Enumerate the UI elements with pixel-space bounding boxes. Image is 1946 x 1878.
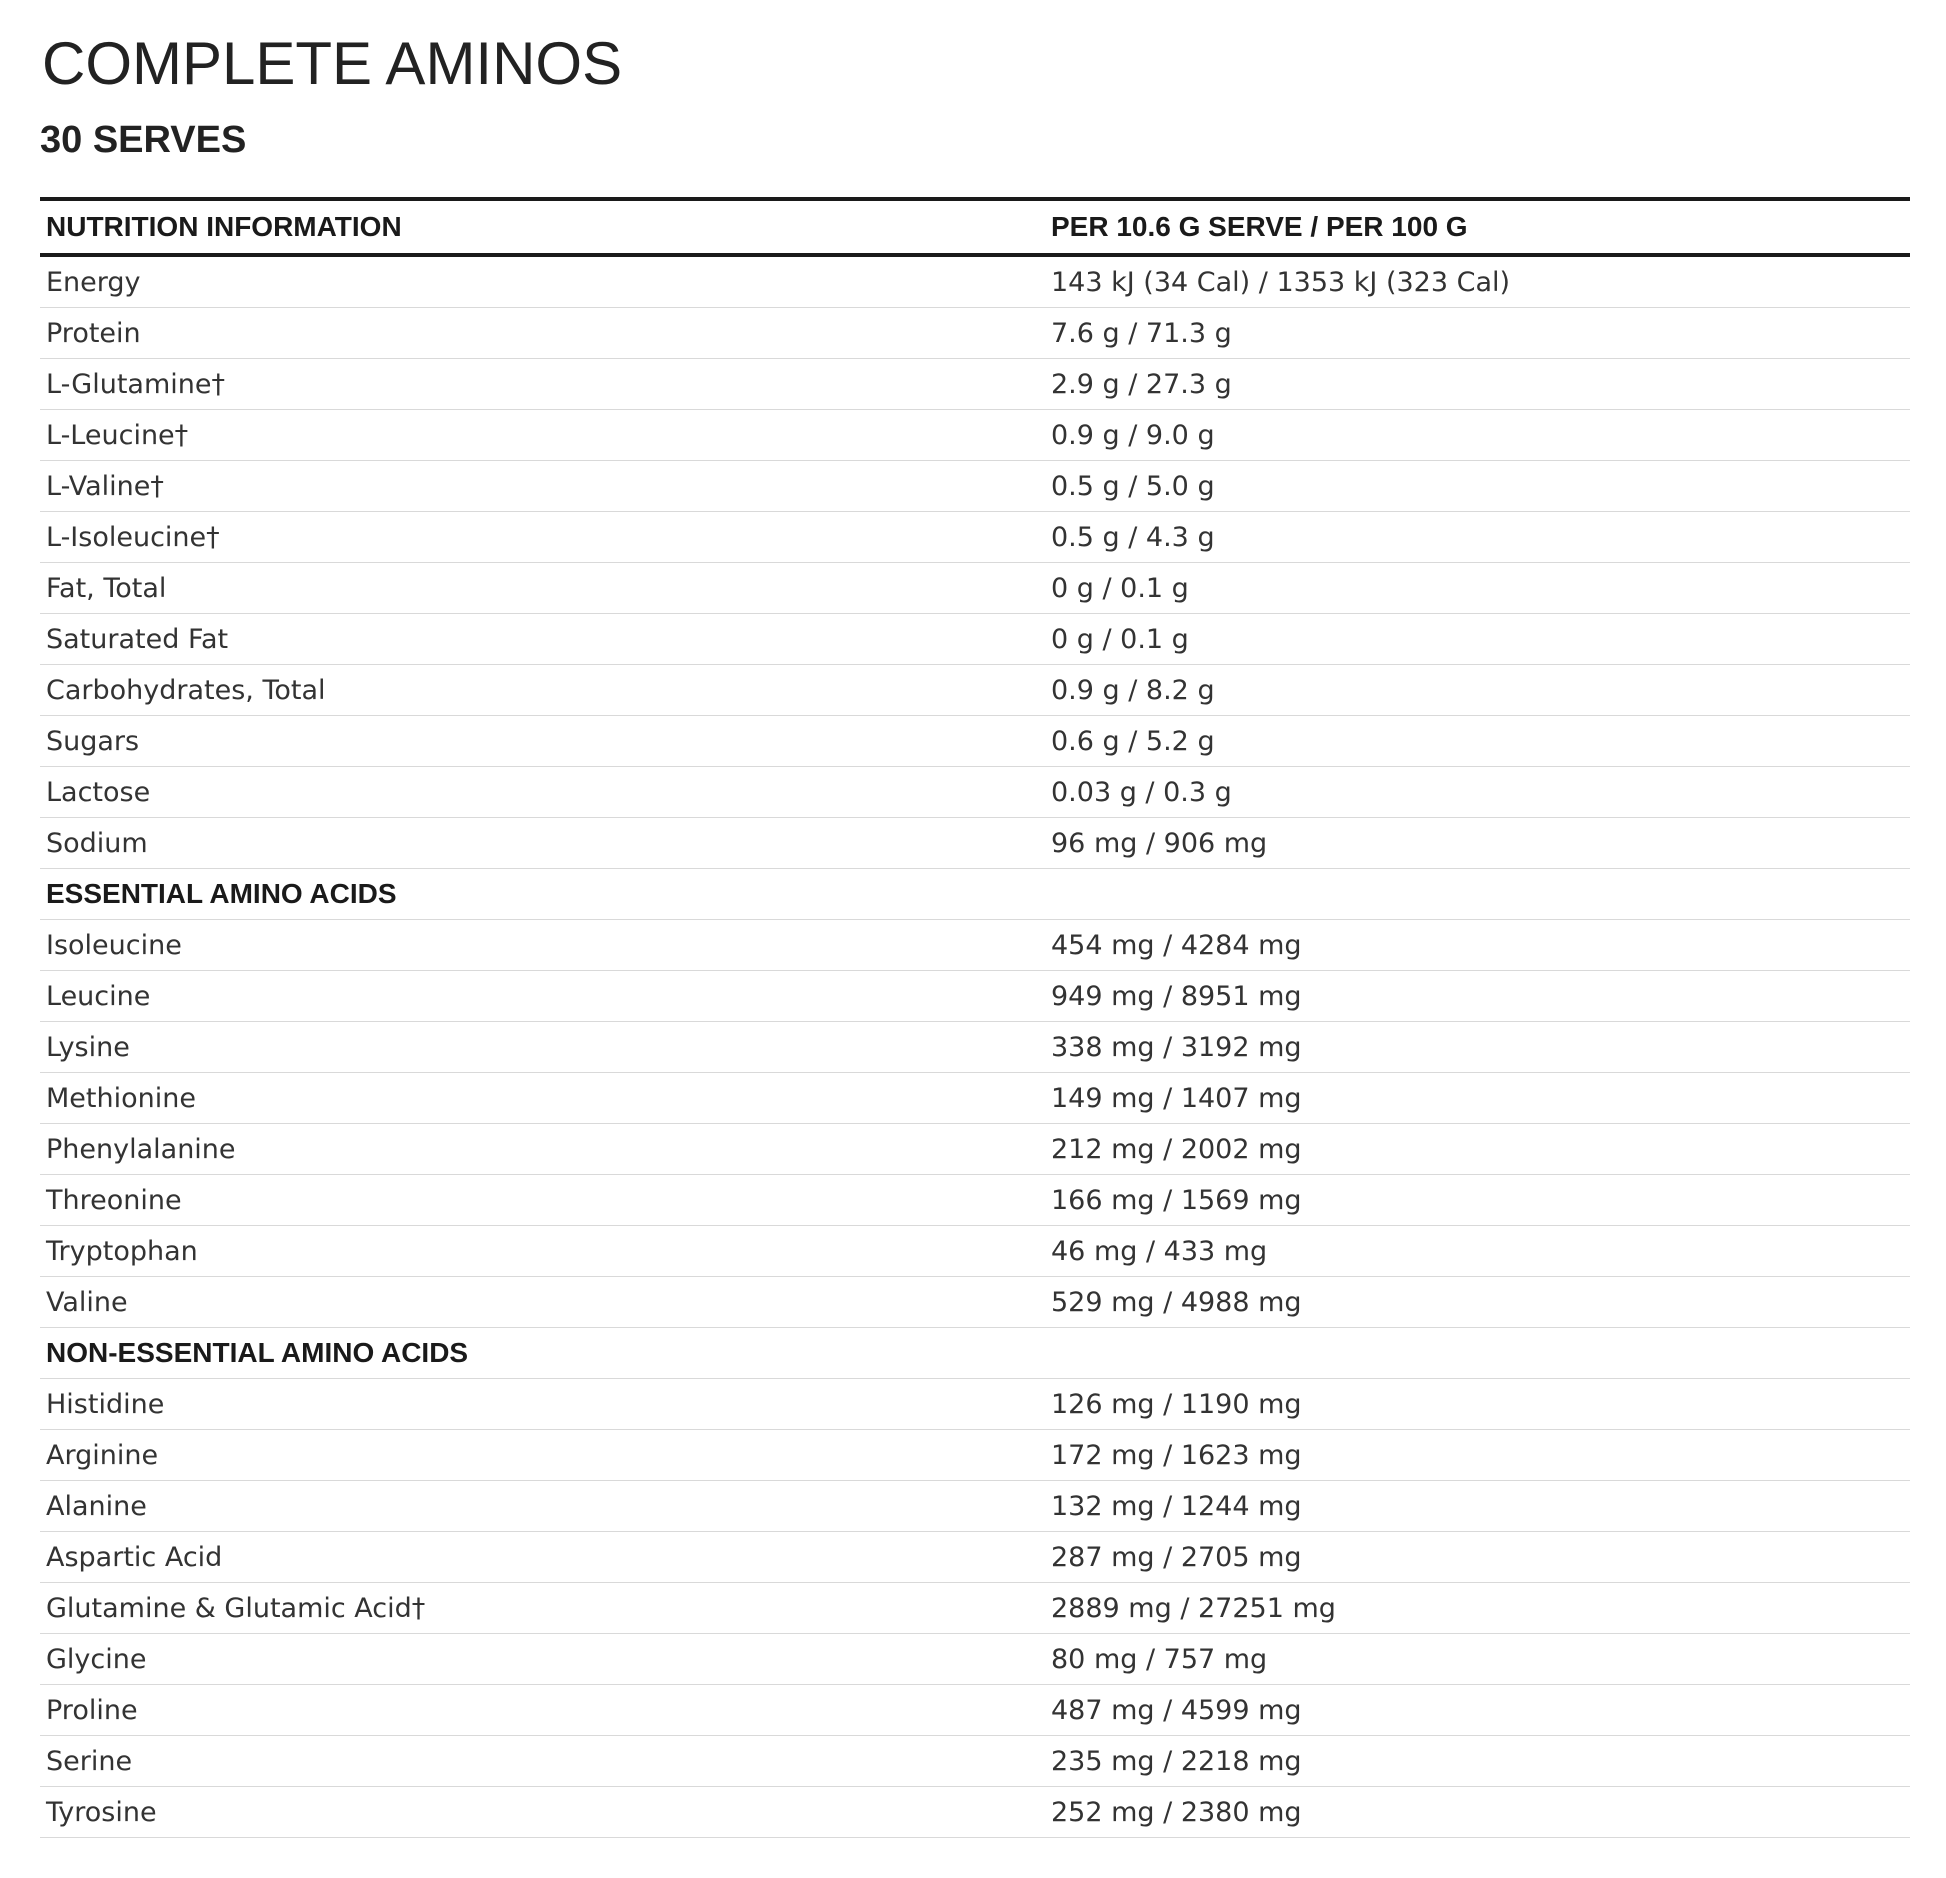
nutrient-name: Valine	[40, 1277, 1045, 1328]
nutrient-value: 7.6 g / 71.3 g	[1045, 308, 1910, 359]
nutrient-name: Tyrosine	[40, 1787, 1045, 1838]
nutrient-name: Sodium	[40, 818, 1045, 869]
nutrient-name: Threonine	[40, 1175, 1045, 1226]
header-per-serve-per-100g: PER 10.6 G SERVE / PER 100 G	[1045, 199, 1910, 255]
table-row	[40, 971, 1910, 1022]
table-row	[40, 665, 1910, 716]
nutrient-value: 235 mg / 2218 mg	[1045, 1736, 1910, 1787]
nutrition-table-body	[40, 255, 1910, 1838]
table-row	[40, 614, 1910, 665]
nutrient-name: Aspartic Acid	[40, 1532, 1045, 1583]
nutrient-value: 80 mg / 757 mg	[1045, 1634, 1910, 1685]
nutrient-name: Isoleucine	[40, 920, 1045, 971]
nutrient-name: Leucine	[40, 971, 1045, 1022]
nutrient-value: 149 mg / 1407 mg	[1045, 1073, 1910, 1124]
nutrient-value: 0.5 g / 4.3 g	[1045, 512, 1910, 563]
table-row	[40, 920, 1910, 971]
table-row	[40, 359, 1910, 410]
nutrient-value: 132 mg / 1244 mg	[1045, 1481, 1910, 1532]
nutrient-value: 252 mg / 2380 mg	[1045, 1787, 1910, 1838]
nutrient-name: L-Leucine†	[40, 410, 1045, 461]
nutrient-name: Tryptophan	[40, 1226, 1045, 1277]
header-nutrition-information: NUTRITION INFORMATION	[40, 199, 1045, 255]
nutrient-value: 0.9 g / 8.2 g	[1045, 665, 1910, 716]
nutrient-name: Saturated Fat	[40, 614, 1045, 665]
nutrient-name: L-Valine†	[40, 461, 1045, 512]
table-row	[40, 410, 1910, 461]
table-row	[40, 1124, 1910, 1175]
nutrient-value: 126 mg / 1190 mg	[1045, 1379, 1910, 1430]
nutrient-value: 2.9 g / 27.3 g	[1045, 359, 1910, 410]
table-row	[40, 1379, 1910, 1430]
nutrient-name: Alanine	[40, 1481, 1045, 1532]
table-row	[40, 767, 1910, 818]
nutrient-name: Glutamine & Glutamic Acid†	[40, 1583, 1045, 1634]
table-row	[40, 1583, 1910, 1634]
nutrient-name: Lactose	[40, 767, 1045, 818]
nutrient-value: 166 mg / 1569 mg	[1045, 1175, 1910, 1226]
nutrient-value: 0 g / 0.1 g	[1045, 614, 1910, 665]
table-row	[40, 308, 1910, 359]
nutrition-table-header-row	[40, 199, 1910, 255]
nutrient-value: 2889 mg / 27251 mg	[1045, 1583, 1910, 1634]
nutrient-name: Arginine	[40, 1430, 1045, 1481]
page-title: COMPLETE AMINOS	[42, 30, 623, 97]
nutrient-name: Proline	[40, 1685, 1045, 1736]
nutrient-name: Serine	[40, 1736, 1045, 1787]
table-row	[40, 1634, 1910, 1685]
nutrition-table	[40, 197, 1910, 1838]
serves-subtitle: 30 SERVES	[40, 119, 247, 161]
nutrition-table-container	[40, 197, 1910, 1838]
nutrient-value: 96 mg / 906 mg	[1045, 818, 1910, 869]
section-title: NON-ESSENTIAL AMINO ACIDS	[40, 1328, 1045, 1379]
nutrient-name: Energy	[40, 255, 1045, 308]
nutrient-value: 0.9 g / 9.0 g	[1045, 410, 1910, 461]
table-row	[40, 1532, 1910, 1583]
nutrient-value: 338 mg / 3192 mg	[1045, 1022, 1910, 1073]
section-title: ESSENTIAL AMINO ACIDS	[40, 869, 1045, 920]
table-row	[40, 1736, 1910, 1787]
nutrient-value: 143 kJ (34 Cal) / 1353 kJ (323 Cal)	[1045, 255, 1910, 308]
table-row	[40, 716, 1910, 767]
nutrient-name: Histidine	[40, 1379, 1045, 1430]
table-row	[40, 563, 1910, 614]
table-row	[40, 512, 1910, 563]
nutrient-value: 529 mg / 4988 mg	[1045, 1277, 1910, 1328]
nutrient-value: 46 mg / 433 mg	[1045, 1226, 1910, 1277]
table-row	[40, 1787, 1910, 1838]
section-empty-cell	[1045, 1328, 1910, 1379]
nutrient-value: 487 mg / 4599 mg	[1045, 1685, 1910, 1736]
table-row	[40, 1226, 1910, 1277]
table-row	[40, 461, 1910, 512]
nutrient-value: 949 mg / 8951 mg	[1045, 971, 1910, 1022]
section-header-row	[40, 1328, 1910, 1379]
nutrient-name: Carbohydrates, Total	[40, 665, 1045, 716]
nutrient-name: Lysine	[40, 1022, 1045, 1073]
table-row	[40, 1481, 1910, 1532]
nutrient-name: L-Isoleucine†	[40, 512, 1045, 563]
nutrient-name: Glycine	[40, 1634, 1045, 1685]
nutrient-name: Methionine	[40, 1073, 1045, 1124]
nutrient-name: Fat, Total	[40, 563, 1045, 614]
section-empty-cell	[1045, 869, 1910, 920]
table-row	[40, 1277, 1910, 1328]
table-row	[40, 1022, 1910, 1073]
table-row	[40, 1685, 1910, 1736]
nutrient-name: L-Glutamine†	[40, 359, 1045, 410]
section-header-row	[40, 869, 1910, 920]
nutrient-value: 454 mg / 4284 mg	[1045, 920, 1910, 971]
table-row	[40, 1073, 1910, 1124]
nutrient-value: 212 mg / 2002 mg	[1045, 1124, 1910, 1175]
table-row	[40, 255, 1910, 308]
nutrient-name: Phenylalanine	[40, 1124, 1045, 1175]
nutrient-value: 0.5 g / 5.0 g	[1045, 461, 1910, 512]
table-row	[40, 1175, 1910, 1226]
nutrient-name: Protein	[40, 308, 1045, 359]
nutrient-value: 0.6 g / 5.2 g	[1045, 716, 1910, 767]
nutrient-value: 172 mg / 1623 mg	[1045, 1430, 1910, 1481]
nutrient-value: 0 g / 0.1 g	[1045, 563, 1910, 614]
nutrient-value: 287 mg / 2705 mg	[1045, 1532, 1910, 1583]
table-row	[40, 1430, 1910, 1481]
table-row	[40, 818, 1910, 869]
nutrient-name: Sugars	[40, 716, 1045, 767]
nutrient-value: 0.03 g / 0.3 g	[1045, 767, 1910, 818]
